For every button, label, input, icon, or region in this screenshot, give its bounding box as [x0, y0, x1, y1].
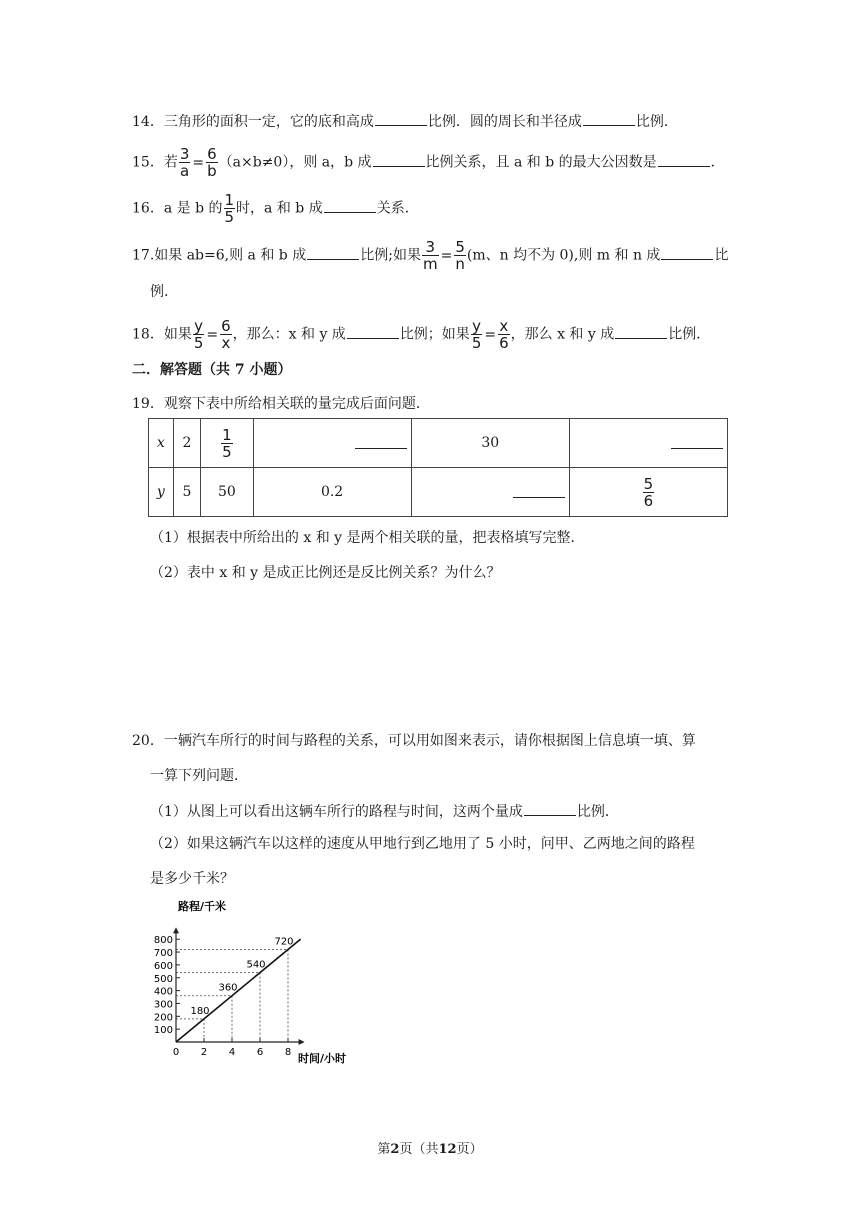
question-number: 19． — [132, 396, 164, 412]
y-tick-label: 100 — [153, 1025, 173, 1037]
question-number: 16． — [132, 200, 164, 217]
fraction — [206, 146, 218, 179]
y-tick-label: 600 — [153, 960, 173, 972]
numerator: 5 — [643, 474, 654, 493]
question-text: 比例关系，且 a 和 b 的最大公因数是 — [425, 154, 657, 171]
question-text: （a×b≠0），则 a，b 成 — [218, 154, 372, 171]
numerator: 3 — [425, 238, 436, 256]
table-cell: 0.2 — [253, 468, 411, 517]
answer-blank[interactable] — [583, 111, 635, 126]
question-15 — [132, 146, 725, 179]
y-tick-label: 700 — [153, 948, 173, 960]
question-20 — [132, 731, 696, 751]
fraction — [422, 239, 439, 272]
page-number: 2 — [390, 1142, 400, 1157]
fraction — [471, 318, 483, 351]
question-19-sub1: （1）根据表中所给出的 x 和 y 是两个相关联的量，把表格填写完整． — [150, 530, 585, 546]
numerator: 5 — [455, 238, 465, 256]
question-20-sub2-continuation: 是多少千米？ — [150, 871, 234, 887]
denominator: 6 — [643, 491, 654, 510]
question-18 — [132, 318, 710, 351]
equals-sign: = — [206, 326, 219, 343]
answer-blank[interactable] — [347, 324, 399, 339]
table-cell: 2 — [173, 419, 201, 468]
answer-blank[interactable] — [513, 483, 565, 498]
x-tick-label: 4 — [228, 1047, 236, 1058]
question-text: ． — [710, 154, 725, 171]
question-text: (m、n 均不为 0),则 m 和 n 成 — [466, 247, 661, 264]
equals-sign: = — [484, 326, 497, 343]
numerator: 3 — [179, 145, 190, 163]
question-number: 18． — [132, 326, 164, 343]
question-text: ，那么：x 和 y 成 — [232, 326, 346, 343]
y-tick-label: 500 — [153, 973, 173, 985]
denominator: m — [422, 255, 438, 273]
answer-blank[interactable] — [375, 111, 427, 126]
numerator: y — [472, 317, 482, 335]
data-label: 540 — [246, 959, 266, 971]
question-text: 比例；如果 — [399, 326, 470, 343]
question-text: 比例;如果 — [360, 247, 421, 264]
denominator: 5 — [193, 334, 204, 352]
question-14 — [132, 111, 678, 132]
question-text: 比例． — [576, 804, 619, 820]
fraction — [220, 318, 232, 351]
question-number: 14． — [132, 114, 164, 130]
denominator: 5 — [222, 442, 232, 461]
table-cell-blank[interactable] — [569, 419, 727, 468]
answer-blank[interactable] — [324, 198, 376, 213]
page-footer — [0, 1138, 860, 1157]
numerator: x — [499, 317, 509, 335]
question-text: ，那么 x 和 y 成 — [510, 326, 615, 343]
y-tick-label: 200 — [153, 1012, 173, 1024]
question-17 — [132, 239, 728, 272]
table-cell-fraction — [201, 419, 253, 468]
denominator: 5 — [471, 334, 482, 352]
question-20-continuation: 一算下列问题． — [150, 768, 248, 784]
table-cell: 5 — [173, 468, 201, 517]
equals-sign: = — [192, 154, 205, 171]
total-pages: 12 — [438, 1142, 457, 1157]
fraction — [224, 192, 236, 225]
relation-table — [148, 418, 728, 517]
footer-text: 页） — [456, 1142, 483, 1157]
x-tick-label: 6 — [256, 1047, 264, 1058]
question-16 — [132, 192, 419, 225]
question-text: 观察下表中所给相关联的量完成后面问题． — [163, 396, 430, 412]
data-label: 180 — [190, 1005, 210, 1017]
answer-blank[interactable] — [661, 245, 713, 260]
fraction — [498, 318, 510, 351]
fraction — [454, 239, 466, 272]
answer-blank[interactable] — [307, 245, 359, 260]
answer-blank[interactable] — [524, 801, 576, 816]
equals-sign: = — [440, 247, 453, 264]
question-text: 如果 — [163, 326, 192, 343]
denominator: 6 — [499, 334, 509, 352]
question-17-continuation: 例. — [150, 284, 169, 300]
denominator: n — [455, 255, 465, 273]
y-axis-arrow — [173, 927, 179, 933]
denominator: 5 — [224, 208, 235, 226]
denominator: x — [221, 334, 231, 352]
x-tick-label: 8 — [284, 1047, 292, 1058]
x-tick-label: 0 — [172, 1047, 180, 1058]
numerator: 6 — [221, 317, 231, 335]
numerator: y — [194, 317, 204, 335]
question-19 — [132, 394, 430, 414]
fraction — [179, 146, 191, 179]
data-label: 720 — [274, 936, 294, 948]
x-axis-label: 时间/小时 — [298, 1052, 347, 1065]
table-cell-blank[interactable] — [411, 468, 569, 517]
question-number: 20． — [132, 733, 164, 749]
question-text: 时，a 和 b 成 — [236, 200, 323, 217]
fraction — [193, 318, 205, 351]
footer-text: 第 — [377, 1142, 391, 1157]
answer-blank[interactable] — [671, 434, 723, 449]
question-20-sub1 — [150, 801, 619, 822]
question-text: 一辆汽车所行的时间与路程的关系，可以用如图来表示，请你根据图上信息填一填、算 — [163, 733, 696, 749]
x-tick-label: 2 — [200, 1047, 208, 1058]
series-line — [176, 939, 301, 1042]
question-number: 15． — [132, 154, 164, 171]
denominator: b — [207, 162, 217, 180]
distance-time-chart — [140, 894, 370, 1074]
answer-blank[interactable] — [373, 152, 425, 167]
x-axis-arrow — [299, 1039, 305, 1045]
question-text: 若 — [163, 154, 178, 171]
data-label: 360 — [218, 982, 238, 994]
row-label-x: x — [149, 419, 174, 468]
question-text: 三角形的面积一定，它的底和高成 — [163, 114, 374, 130]
question-text: 如果 ab=6,则 a 和 b 成 — [154, 247, 307, 264]
answer-blank[interactable] — [615, 324, 667, 339]
question-text: 比 — [714, 247, 729, 264]
question-text: 比例．圆的周长和半径成 — [427, 114, 582, 130]
y-axis-label: 路程/千米 — [178, 900, 227, 913]
answer-blank[interactable] — [658, 152, 710, 167]
table-cell: 50 — [201, 468, 253, 517]
footer-text: 页（共 — [399, 1142, 439, 1157]
row-label-y: y — [149, 468, 174, 517]
fraction — [643, 476, 655, 509]
answer-blank[interactable] — [355, 434, 407, 449]
question-20-sub2: （2）如果这辆汽车以这样的速度从甲地行到乙地用了 5 小时，问甲、乙两地之间的路程 — [150, 836, 695, 852]
fraction — [221, 427, 233, 460]
denominator: a — [180, 162, 190, 180]
numerator: 1 — [222, 425, 232, 444]
y-tick-label: 400 — [153, 986, 173, 998]
table-cell: 30 — [411, 419, 569, 468]
question-text: 比例． — [635, 114, 678, 130]
numerator: 6 — [207, 145, 217, 163]
question-19-sub2: （2）表中 x 和 y 是成正比例还是反比例关系？为什么？ — [150, 565, 501, 581]
question-text: 关系． — [376, 200, 419, 217]
y-tick-label: 800 — [153, 935, 173, 947]
table-row-y — [149, 468, 728, 517]
section-heading: 二．解答题（共 7 小题） — [132, 362, 292, 378]
table-cell-blank[interactable] — [253, 419, 411, 468]
y-tick-label: 300 — [153, 999, 173, 1011]
question-text: （1）从图上可以看出这辆车所行的路程与时间，这两个量成 — [150, 804, 523, 820]
table-row-x — [149, 419, 728, 468]
question-number: 17. — [132, 247, 155, 264]
question-text: 比例． — [668, 326, 711, 343]
table-cell-fraction — [569, 468, 727, 517]
question-text: a 是 b 的 — [163, 200, 223, 217]
numerator: 1 — [224, 191, 235, 209]
